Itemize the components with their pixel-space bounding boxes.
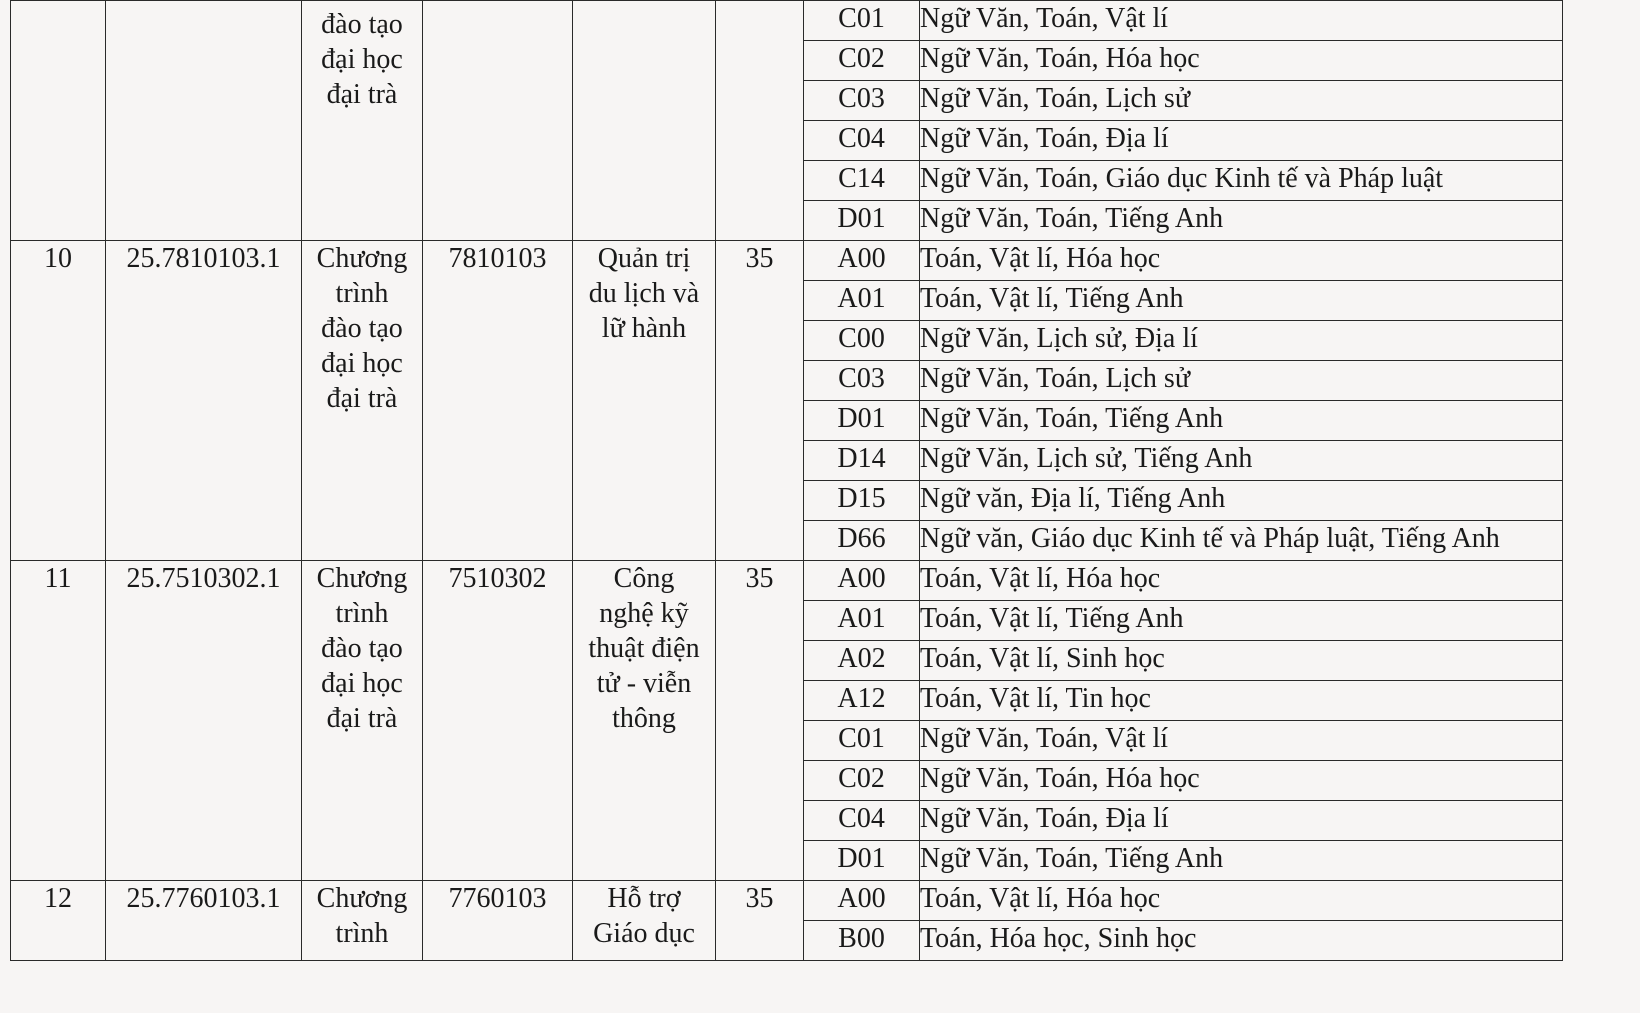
text-line: Quản trị xyxy=(597,243,691,274)
combo-code: A12 xyxy=(804,681,920,721)
program-cell xyxy=(302,881,423,961)
admission-table xyxy=(10,0,1563,961)
combo-code: A01 xyxy=(804,601,920,641)
combo-code: D01 xyxy=(804,401,920,441)
text-line: Chương xyxy=(316,563,408,594)
combo-code: D01 xyxy=(804,201,920,241)
combo-code: A00 xyxy=(804,561,920,601)
combo-subjects: Ngữ Văn, Toán, Địa lí xyxy=(920,121,1563,161)
admission-code-cell: 25.7810103.1 xyxy=(106,241,302,561)
text-line: Hỗ trợ xyxy=(607,883,681,914)
quota-cell: 35 xyxy=(716,241,804,561)
table-row xyxy=(11,561,1563,601)
text-line: đào tạo xyxy=(321,9,403,40)
major-code-cell: 7510302 xyxy=(423,561,573,881)
combo-subjects: Ngữ Văn, Toán, Hóa học xyxy=(920,761,1563,801)
program-cell xyxy=(302,241,423,561)
combo-code: C02 xyxy=(804,41,920,81)
combo-code: C03 xyxy=(804,81,920,121)
combo-code: C03 xyxy=(804,361,920,401)
table-row xyxy=(11,881,1563,921)
quota-cell: 35 xyxy=(716,561,804,881)
combo-subjects: Ngữ Văn, Toán, Lịch sử xyxy=(920,361,1563,401)
combo-subjects: Toán, Vật lí, Hóa học xyxy=(920,881,1563,921)
combo-subjects: Toán, Vật lí, Tin học xyxy=(920,681,1563,721)
text-line: trình xyxy=(335,598,389,629)
text-line: Chương xyxy=(316,243,408,274)
combo-code: B00 xyxy=(804,921,920,961)
text-line: lữ hành xyxy=(601,313,687,344)
combo-subjects: Toán, Hóa học, Sinh học xyxy=(920,921,1563,961)
combo-subjects: Ngữ Văn, Toán, Tiếng Anh xyxy=(920,841,1563,881)
text-line: đại học xyxy=(321,348,403,379)
text-line: Giáo dục xyxy=(593,918,695,949)
combo-subjects: Ngữ Văn, Toán, Tiếng Anh xyxy=(920,401,1563,441)
major-code-cell xyxy=(423,1,573,241)
major-name-cell xyxy=(573,241,716,561)
text-line: thuật điện xyxy=(588,633,700,664)
text-line: đại học xyxy=(321,668,403,699)
combo-code: D14 xyxy=(804,441,920,481)
combo-code: C14 xyxy=(804,161,920,201)
text-line: đại trà xyxy=(326,79,398,110)
combo-subjects: Toán, Vật lí, Tiếng Anh xyxy=(920,281,1563,321)
major-name-cell xyxy=(573,561,716,881)
table-row xyxy=(11,1,1563,41)
text-line: nghệ kỹ xyxy=(599,598,689,629)
text-line: thông xyxy=(612,703,676,734)
stt-cell: 12 xyxy=(11,881,106,961)
combo-code: C01 xyxy=(804,721,920,761)
table-row xyxy=(11,241,1563,281)
quota-cell: 35 xyxy=(716,881,804,961)
combo-subjects: Ngữ Văn, Toán, Tiếng Anh xyxy=(920,201,1563,241)
combo-code: D01 xyxy=(804,841,920,881)
text-line: đại học xyxy=(321,44,403,75)
combo-subjects: Ngữ Văn, Lịch sử, Địa lí xyxy=(920,321,1563,361)
program-cell xyxy=(302,1,423,241)
combo-subjects: Ngữ Văn, Toán, Vật lí xyxy=(920,721,1563,761)
combo-subjects: Toán, Vật lí, Tiếng Anh xyxy=(920,601,1563,641)
program-cell xyxy=(302,561,423,881)
combo-code: C04 xyxy=(804,121,920,161)
quota-cell xyxy=(716,1,804,241)
combo-subjects: Ngữ Văn, Lịch sử, Tiếng Anh xyxy=(920,441,1563,481)
text-line: Công xyxy=(613,563,675,594)
combo-subjects: Ngữ văn, Địa lí, Tiếng Anh xyxy=(920,481,1563,521)
combo-subjects: Ngữ Văn, Toán, Vật lí xyxy=(920,1,1563,41)
combo-code: A02 xyxy=(804,641,920,681)
combo-code: C00 xyxy=(804,321,920,361)
combo-code: C04 xyxy=(804,801,920,841)
combo-code: D15 xyxy=(804,481,920,521)
text-line: đào tạo xyxy=(321,313,403,344)
stt-cell: 10 xyxy=(11,241,106,561)
text-line: tử - viễn xyxy=(596,668,692,699)
combo-code: A00 xyxy=(804,241,920,281)
stt-cell: 11 xyxy=(11,561,106,881)
combo-subjects: Ngữ Văn, Toán, Hóa học xyxy=(920,41,1563,81)
text-line: đào tạo xyxy=(321,633,403,664)
text-line: đại trà xyxy=(326,383,398,414)
combo-subjects: Ngữ Văn, Toán, Lịch sử xyxy=(920,81,1563,121)
admission-code-cell: 25.7760103.1 xyxy=(106,881,302,961)
combo-subjects: Ngữ văn, Giáo dục Kinh tế và Pháp luật, Tiếng Anh xyxy=(920,521,1563,561)
text-line: du lịch và xyxy=(588,278,700,309)
text-line: trình xyxy=(335,278,389,309)
major-code-cell: 7810103 xyxy=(423,241,573,561)
combo-code: A01 xyxy=(804,281,920,321)
admission-code-cell xyxy=(106,1,302,241)
stt-cell xyxy=(11,1,106,241)
combo-subjects: Toán, Vật lí, Hóa học xyxy=(920,561,1563,601)
admission-code-cell: 25.7510302.1 xyxy=(106,561,302,881)
combo-code: D66 xyxy=(804,521,920,561)
combo-code: A00 xyxy=(804,881,920,921)
combo-subjects: Ngữ Văn, Toán, Địa lí xyxy=(920,801,1563,841)
text-line: trình xyxy=(335,918,389,949)
admission-table-body xyxy=(11,1,1563,961)
text-line: đại trà xyxy=(326,703,398,734)
combo-subjects: Toán, Vật lí, Hóa học xyxy=(920,241,1563,281)
combo-subjects: Toán, Vật lí, Sinh học xyxy=(920,641,1563,681)
major-name-cell xyxy=(573,1,716,241)
major-name-cell xyxy=(573,881,716,961)
combo-code: C02 xyxy=(804,761,920,801)
text-line: Chương xyxy=(316,883,408,914)
combo-code: C01 xyxy=(804,1,920,41)
major-code-cell: 7760103 xyxy=(423,881,573,961)
combo-subjects: Ngữ Văn, Toán, Giáo dục Kinh tế và Pháp luật xyxy=(920,161,1563,201)
